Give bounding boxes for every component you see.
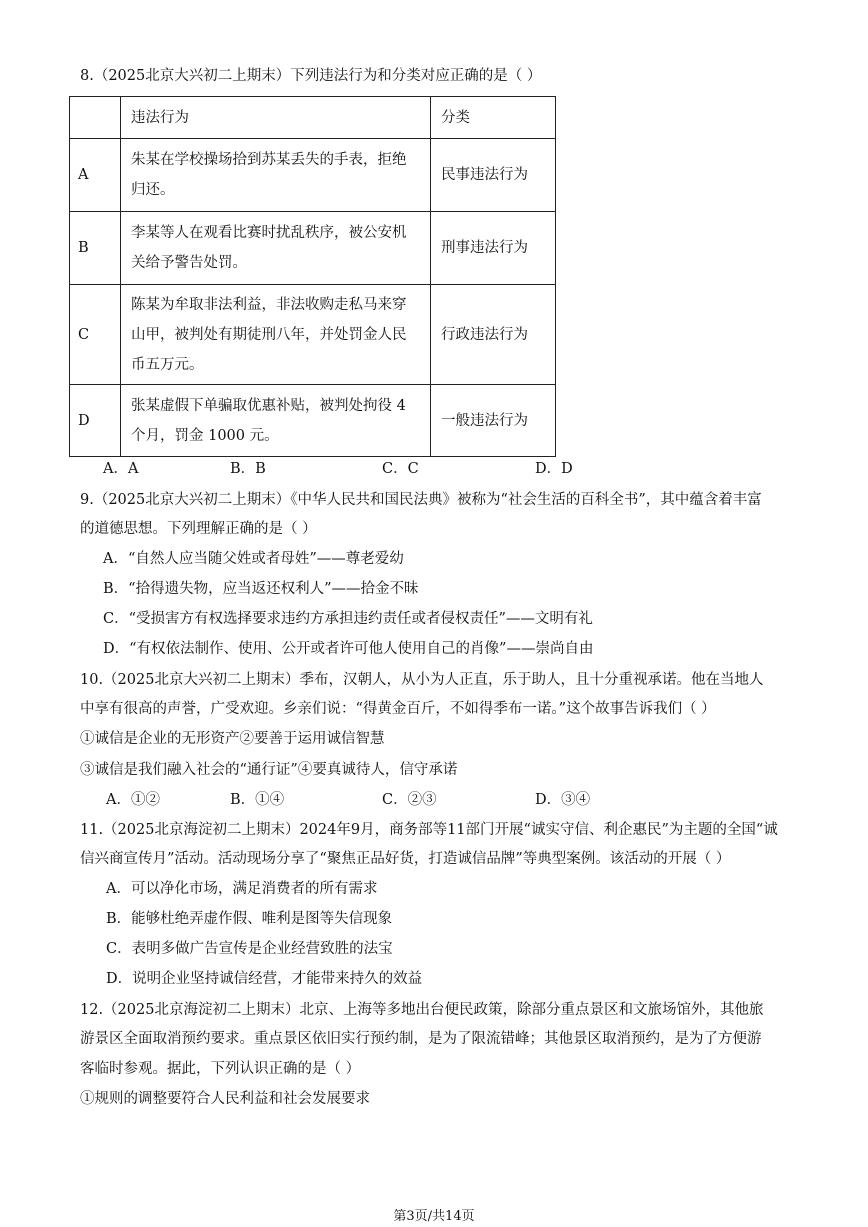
question-10-choice-a: A．①② bbox=[106, 792, 160, 808]
question-9-stem-line2: 的道德思想。下列理解正确的是（ ） bbox=[80, 521, 317, 537]
question-11-option-d: D．说明企业坚持诚信经营，才能带来持久的效益 bbox=[106, 971, 423, 987]
table-header-blank bbox=[70, 97, 121, 139]
choice-a: A．A bbox=[103, 461, 139, 477]
question-10-stem-line2: 中享有很高的声誉，广受欢迎。乡亲们说：“得黄金百斤，不如得季布一诺。”这个故事告诉我们（ ） bbox=[80, 701, 716, 717]
table-row bbox=[70, 212, 556, 285]
row-behavior-line: 张某虚假下单骗取优惠补贴，被判处拘役 4 bbox=[131, 397, 406, 414]
question-10-item-line1: ①诚信是企业的无形资产②要善于运用诚信智慧 bbox=[80, 731, 385, 747]
row-option-label: A bbox=[70, 139, 121, 212]
choice-d: D．D bbox=[535, 461, 573, 477]
table-header-category: 分类 bbox=[431, 97, 556, 139]
row-option-label: B bbox=[70, 212, 121, 285]
row-behavior-line: 朱某在学校操场拾到苏某丢失的手表，拒绝 bbox=[131, 152, 407, 168]
row-behavior-line: 币五万元。 bbox=[131, 356, 204, 373]
question-11-stem-line2: 信兴商宣传月”活动。活动现场分享了“聚焦正品好货，打造诚信品牌”等典型案例。该活动的开展（ ） bbox=[80, 851, 731, 867]
question-9-option-b: B．“拾得遗失物，应当返还权利人”——拾金不昧 bbox=[103, 581, 419, 597]
question-10-choice-c: C．②③ bbox=[382, 792, 437, 808]
row-option-label: D bbox=[70, 385, 121, 457]
table-row bbox=[70, 385, 556, 457]
question-12-stem-line2: 游景区全面取消预约要求。重点景区依旧实行预约制，是为了限流错峰；其他景区取消预约，是为了方便游 bbox=[80, 1031, 762, 1047]
table-row bbox=[70, 139, 556, 212]
page-footer: 第3页/共14页 bbox=[393, 1209, 475, 1224]
question-9-option-a: A．“自然人应当随父姓或者母姓”——尊老爱幼 bbox=[103, 551, 404, 567]
question-12-stem-line3: 客临时参观。据此，下列认识正确的是（ ） bbox=[80, 1061, 361, 1077]
row-category: 刑事违法行为 bbox=[431, 212, 556, 285]
row-behavior-line: 山甲，被判处有期徒刑八年，并处罚金人民 bbox=[131, 326, 407, 343]
row-behavior bbox=[121, 385, 431, 457]
question-9-option-c: C．“受损害方有权选择要求违约方承担违约责任或者侵权责任”——文明有礼 bbox=[103, 611, 593, 627]
question-12-stem-line1: 12.（2025北京海淀初二上期末）北京、上海等多地出台便民政策，除部分重点景区和文旅场馆外，其他旅 bbox=[80, 1002, 764, 1018]
table-header-row bbox=[70, 97, 556, 139]
question-11-option-c: C．表明多做广告宣传是企业经营致胜的法宝 bbox=[106, 941, 393, 957]
question-9-stem-line1: 9.（2025北京大兴初二上期末）《中华人民共和国民法典》被称为“社会生活的百科全书”，其中蕴含着丰富 bbox=[80, 492, 762, 508]
question-10-choice-d: D．③④ bbox=[535, 792, 591, 808]
question-8-table bbox=[69, 96, 556, 457]
question-11-stem-line1: 11.（2025北京海淀初二上期末）2024年9月，商务部等11部门开展“诚实守信、利企惠民”为主题的全国“诚 bbox=[80, 822, 778, 838]
question-9-option-d: D．“有权依法制作、使用、公开或者许可他人使用自己的肖像”——崇尚自由 bbox=[103, 641, 594, 657]
question-11-option-b: B．能够杜绝弄虚作假、唯利是图等失信现象 bbox=[106, 911, 393, 927]
question-10-stem-line1: 10.（2025北京大兴初二上期末）季布，汉朝人，从小为人正直，乐于助人，且十分重视承诺。他在当地人 bbox=[80, 672, 764, 688]
row-category: 民事违法行为 bbox=[431, 139, 556, 212]
choice-c: C．C bbox=[382, 461, 419, 477]
question-8-stem: 8.（2025北京大兴初二上期末）下列违法行为和分类对应正确的是（ ） bbox=[80, 68, 542, 84]
row-behavior-line: 个月，罚金 1000 元。 bbox=[131, 427, 279, 444]
choice-b: B．B bbox=[230, 461, 266, 477]
row-category: 一般违法行为 bbox=[431, 385, 556, 457]
row-option-label: C bbox=[70, 285, 121, 385]
table-header-behavior: 违法行为 bbox=[121, 97, 431, 139]
row-behavior-line: 陈某为牟取非法利益，非法收购走私马来穿 bbox=[131, 296, 407, 313]
row-behavior bbox=[121, 139, 431, 212]
table-row bbox=[70, 285, 556, 385]
row-behavior-line: 李某等人在观看比赛时扰乱秩序，被公安机 bbox=[131, 225, 407, 241]
row-behavior bbox=[121, 212, 431, 285]
question-10-item-line2: ③诚信是我们融入社会的“通行证”④要真诚待人，信守承诺 bbox=[80, 762, 458, 778]
question-10-choice-b: B．①④ bbox=[230, 792, 285, 808]
question-12-item-line1: ①规则的调整要符合人民利益和社会发展要求 bbox=[80, 1091, 370, 1107]
row-behavior-line: 归还。 bbox=[131, 182, 175, 198]
row-category: 行政违法行为 bbox=[431, 285, 556, 385]
question-11-option-a: A．可以净化市场，满足消费者的所有需求 bbox=[106, 881, 378, 897]
row-behavior-line: 关给予警告处罚。 bbox=[131, 255, 247, 271]
row-behavior bbox=[121, 285, 431, 385]
